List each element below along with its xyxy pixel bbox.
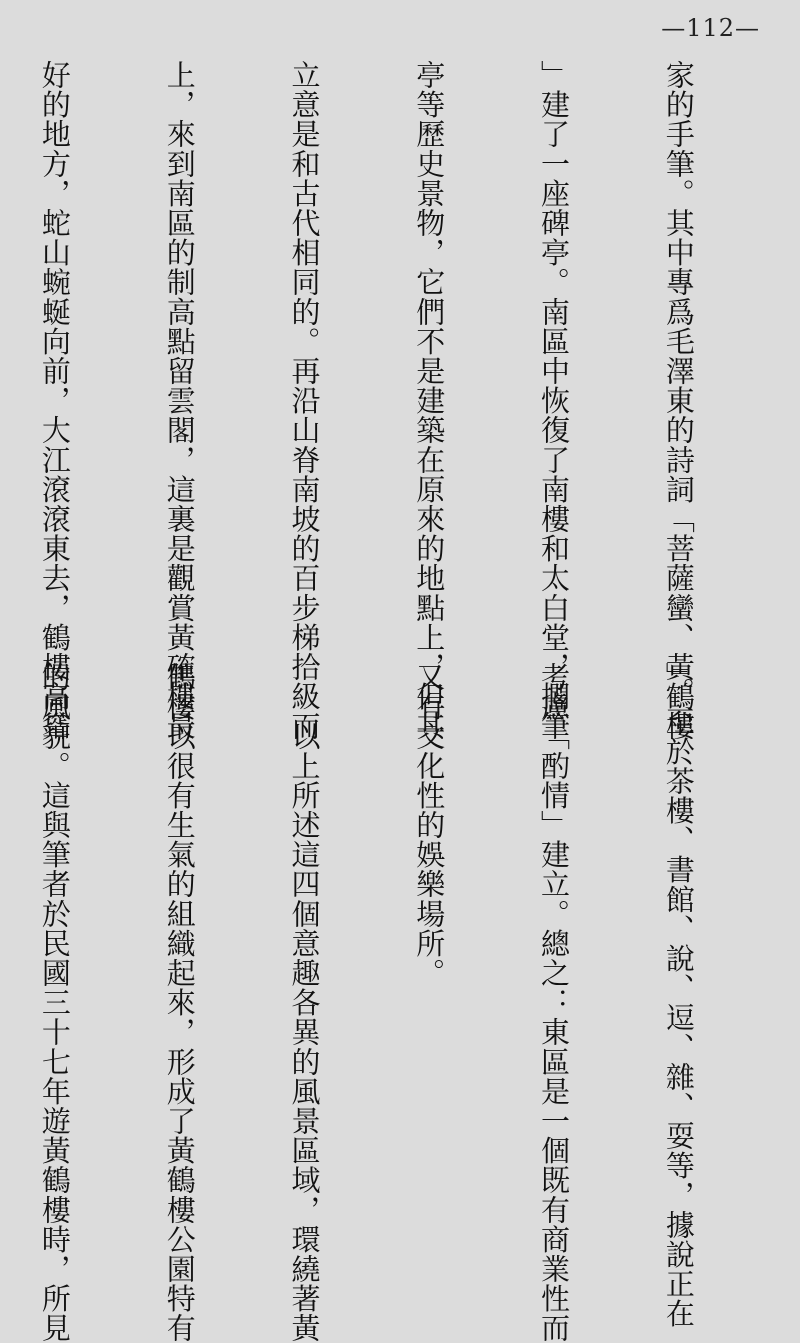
text-line: 又有文化性的娛樂場所。 [412, 662, 447, 988]
text-line: 以上所述這四個意趣各異的風景區域，環繞著黃 [287, 662, 322, 1343]
text-block-bottom [22, 662, 782, 1343]
text-line: 立意是和古代相同的。再沿山脊南坡的百步梯拾級而 [287, 60, 322, 741]
text-line: 」。至於茶樓、書館、說、逗、雜、耍等，據說正在 [661, 662, 696, 1329]
text-line: 考慮「酌情」建立。總之：東區是一個既有商業性而 [537, 662, 572, 1343]
page-number: —112— [661, 14, 760, 42]
text-line: 的風貌。這與筆者於民國三十七年遊黃鶴樓時，所見 [37, 662, 72, 1343]
text-line: 亭等歷史景物，它們不是建築在原來的地點上，但其 [412, 60, 447, 741]
text-line: 上，來到南區的制高點留雲閣，這裏是觀賞黃確樓最 [162, 60, 197, 741]
text-line: 鶴樓以很有生氣的組織起來，形成了黃鶴樓公園特有 [162, 662, 197, 1343]
text-line: 好的地方，蛇山蜿蜒向前，大江滾滾東去，鶴樓高聳 [37, 60, 72, 741]
text-line: 家的手筆。其中專爲毛澤東的詩詞「菩薩蠻、黃鶴樓 [661, 60, 696, 741]
text-line: 」建了一座碑亭。南區中恢復了南樓和太白堂，擱筆 [537, 60, 572, 741]
text-block-top [22, 60, 782, 741]
